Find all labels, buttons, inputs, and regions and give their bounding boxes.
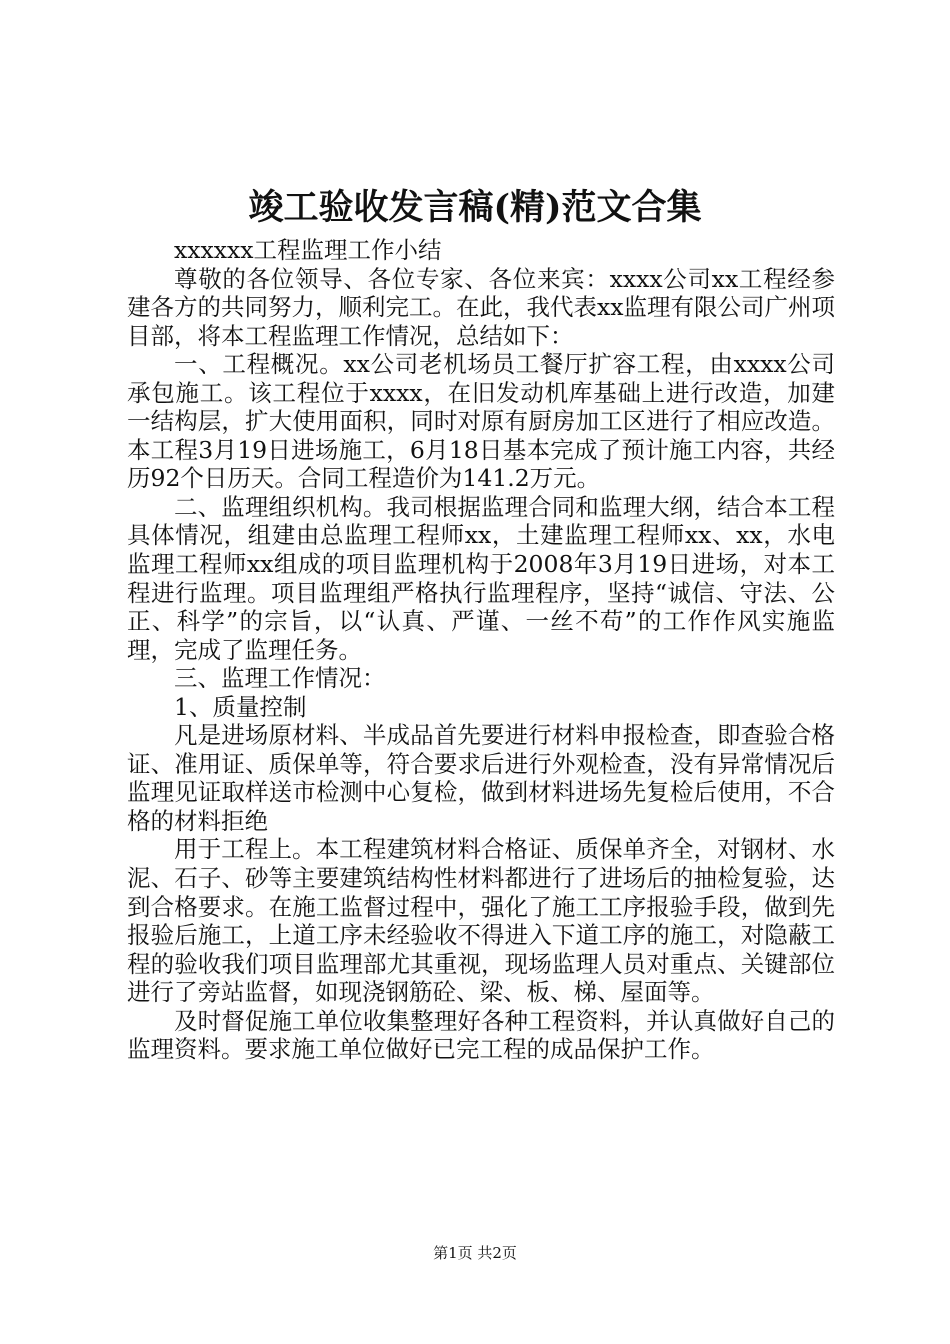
page-footer: 第1页 共2页 — [433, 1244, 517, 1262]
paragraph-work-heading: 三、监理工作情况： — [174, 664, 386, 693]
document-body — [127, 236, 835, 1064]
document-title: 竣工验收发言稿(精)范文合集 — [248, 187, 702, 228]
paragraph-project-overview: 一、工程概况。xx公司老机场员工餐厅扩容工程，由xxxx公司承包施工。该工程位于xxxx，在旧发动机库基础上进行改造，加建一结构层，扩大使用面积，同时对原有厨房加工区进行了相应改造。本工程3月19日进场施工，6月18日基本完成了预计施工内容，共经历92个日历天。合同工程造价为141.2万元。 — [127, 350, 835, 493]
paragraph-organization: 二、监理组织机构。我司根据监理合同和监理大纲，结合本工程具体情况，组建由总监理工程师xx，土建监理工程师xx、xx，水电监理工程师xx组成的项目监理机构于2008年3月19日进场，对本工程进行监理。项目监理组严格执行监理程序，坚持“诚信、守法、公正、科学”的宗旨，以“认真、严谨、一丝不苟”的工作作风实施监理，完成了监理任务。 — [127, 492, 835, 664]
paragraph-material-usage: 用于工程上。本工程建筑材料合格证、质保单齐全，对钢材、水泥、石子、砂等主要建筑结构性材料都进行了进场后的抽检复验，达到合格要求。在施工监督过程中，强化了施工工序报验手段，做到先报验后施工，上道工序未经验收不得进入下道工序的施工，对隐蔽工程的验收我们项目监理部尤其重视，现场监理人员对重点、关键部位进行了旁站监督，如现浇钢筋砼、梁、板、梯、屋面等。 — [127, 835, 835, 1007]
paragraph-subtitle: xxxxxx工程监理工作小结 — [174, 236, 442, 264]
paragraph-documentation: 及时督促施工单位收集整理好各种工程资料，并认真做好自己的监理资料。要求施工单位做好已完工程的成品保护工作。 — [127, 1006, 835, 1064]
paragraph-greeting: 尊敬的各位领导、各位专家、各位来宾：xxxx公司xx工程经参建各方的共同努力，顺利完工。在此，我代表xx监理有限公司广州项目部，将本工程监理工作情况，总结如下： — [127, 264, 836, 350]
paragraph-quality-heading: 1、质量控制 — [174, 692, 307, 721]
paragraph-material-check: 凡是进场原材料、半成品首先要进行材料申报检查，即查验合格证、准用证、质保单等，符合要求后进行外观检查，没有异常情况后监理见证取样送市检测中心复检，做到材料进场先复检后使用，不合格的材料拒绝 — [127, 721, 835, 835]
